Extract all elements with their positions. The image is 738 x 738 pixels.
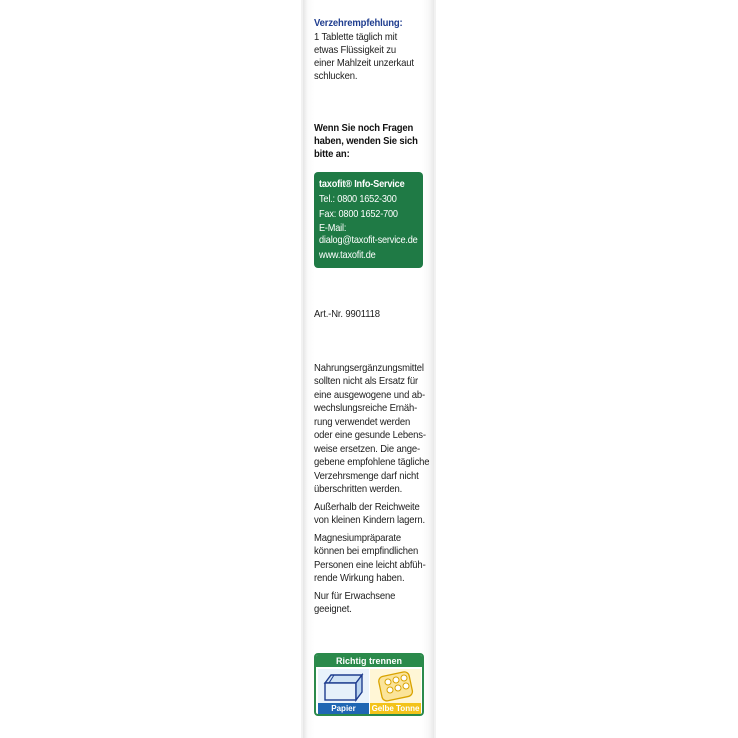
questions-line: Wenn Sie noch Fragen (314, 123, 414, 134)
questions-line: bitte an: (314, 149, 350, 160)
cardboard-box-icon (322, 671, 365, 702)
info-service-phone: Tel.: 0800 1652-300 (319, 194, 397, 206)
info-service-fax: Fax: 0800 1652-700 (319, 209, 398, 221)
paper-label: Papier (318, 703, 369, 714)
info-service-box (314, 172, 423, 268)
questions-line: haben, wenden Sie sich (314, 136, 418, 147)
notice-line: gebene empfohlene tägliche (314, 457, 430, 468)
notice-line: rende Wirkung haben. (314, 573, 405, 584)
notice-line: wechslungsreiche Ernäh- (314, 403, 418, 414)
usage-line: 1 Tablette täglich mit (314, 32, 398, 43)
notice-line: Personen eine leicht abfüh- (314, 560, 426, 571)
notice-line: weise ersetzen. Die ange- (314, 444, 421, 455)
info-service-website[interactable]: www.taxofit.de (319, 249, 376, 261)
usage-line: einer Mahlzeit unzerkaut (314, 58, 414, 69)
usage-heading: Verzehrempfehlung: (314, 18, 403, 29)
article-number: Art.-Nr. 9901118 (314, 309, 380, 320)
notice-line: geeignet. (314, 604, 352, 615)
info-service-title: taxofit® Info-Service (319, 179, 405, 190)
recycling-title: Richtig trennen (316, 655, 422, 667)
yellow-bin-label: Gelbe Tonne (371, 704, 420, 713)
blister-pack-icon (374, 671, 417, 702)
info-service-email-label: E-Mail: (319, 222, 347, 234)
notice-line: Verzehrsmenge darf nicht (314, 471, 419, 482)
strip-right-edge (434, 0, 436, 738)
notice-line: Außerhalb der Reichweite (314, 502, 420, 513)
notice-line: Nahrungsergänzungsmittel (314, 363, 424, 374)
yellow-bin-panel (370, 669, 421, 714)
usage-line: schlucken. (314, 71, 358, 82)
info-service-email[interactable]: dialog@taxofit-service.de (319, 234, 418, 246)
usage-line: etwas Flüssigkeit zu (314, 45, 396, 56)
notice-line: überschritten werden. (314, 484, 403, 495)
paper-bin-panel (318, 669, 369, 714)
notice-line: sollten nicht als Ersatz für (314, 376, 419, 387)
notice-line: rung verwendet werden (314, 417, 411, 428)
notice-line: eine ausgewogene und ab- (314, 390, 425, 401)
notice-line: von kleinen Kindern lagern. (314, 515, 426, 526)
notice-line: können bei empfindlichen (314, 546, 419, 557)
recycling-badge (314, 653, 424, 716)
notice-line: Magnesiumpräparate (314, 533, 402, 544)
notice-line: oder eine gesunde Lebens- (314, 430, 426, 441)
notice-line: Nur für Erwachsene (314, 591, 396, 602)
